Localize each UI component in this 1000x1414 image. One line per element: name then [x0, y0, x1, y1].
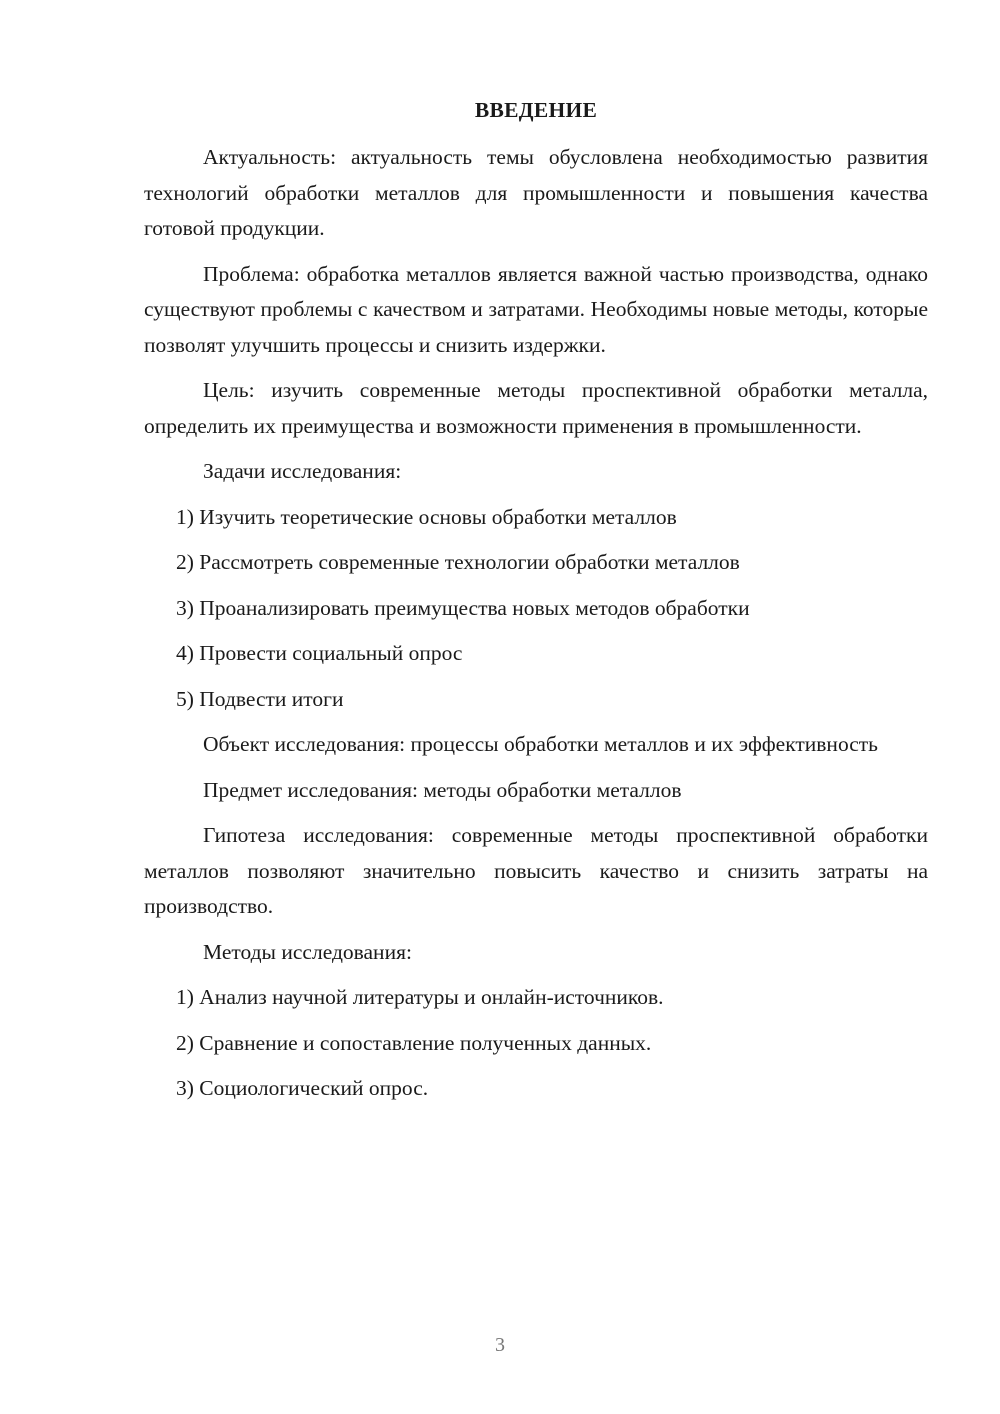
list-item: 1) Изучить теоретические основы обработки металлов [176, 504, 677, 529]
list-item: 3) Проанализировать преимущества новых методов обработки [176, 595, 750, 620]
goal-paragraph: Цель: изучить современные методы проспективной обработки металла, определить их преимущества и возможности применения в промышленности. [144, 378, 928, 438]
methods-list [144, 980, 928, 1107]
tasks-title: Задачи исследования: [203, 459, 402, 483]
list-item: 1) Анализ научной литературы и онлайн-источников. [176, 985, 664, 1009]
object-paragraph: Объект исследования: процессы обработки металлов и их эффективность [203, 732, 878, 756]
list-item: 5) Подвести итоги [176, 686, 344, 711]
problem-paragraph: Проблема: обработка металлов является важной частью производства, однако существуют проблемы с качеством и затратами. Необходимы новые методы, которые позволят улучшить процессы и снизить издержки. [144, 261, 928, 357]
relevance-paragraph: Актуальность: актуальность темы обусловлена необходимостью развития технологий обработки металлов для промышленности и повышения качества готовой продукции. [144, 145, 928, 240]
list-item: 2) Сравнение и сопоставление полученных данных. [176, 1030, 652, 1055]
subject-paragraph: Предмет исследования: методы обработки металлов [203, 777, 682, 802]
section-heading: ВВЕДЕНИЕ [474, 98, 598, 122]
document-body [144, 96, 928, 1117]
tasks-list [144, 500, 928, 718]
page-number: 3 [495, 1334, 505, 1356]
list-item: 3) Социологический опрос. [176, 1076, 429, 1100]
list-item: 2) Рассмотреть современные технологии обработки металлов [176, 550, 740, 574]
hypothesis-paragraph: Гипотеза исследования: современные методы проспективной обработки металлов позволяют значительно повысить качество и снизить затраты на производство. [144, 823, 928, 918]
list-item: 4) Провести социальный опрос [176, 641, 463, 665]
methods-title: Методы исследования: [203, 939, 412, 964]
